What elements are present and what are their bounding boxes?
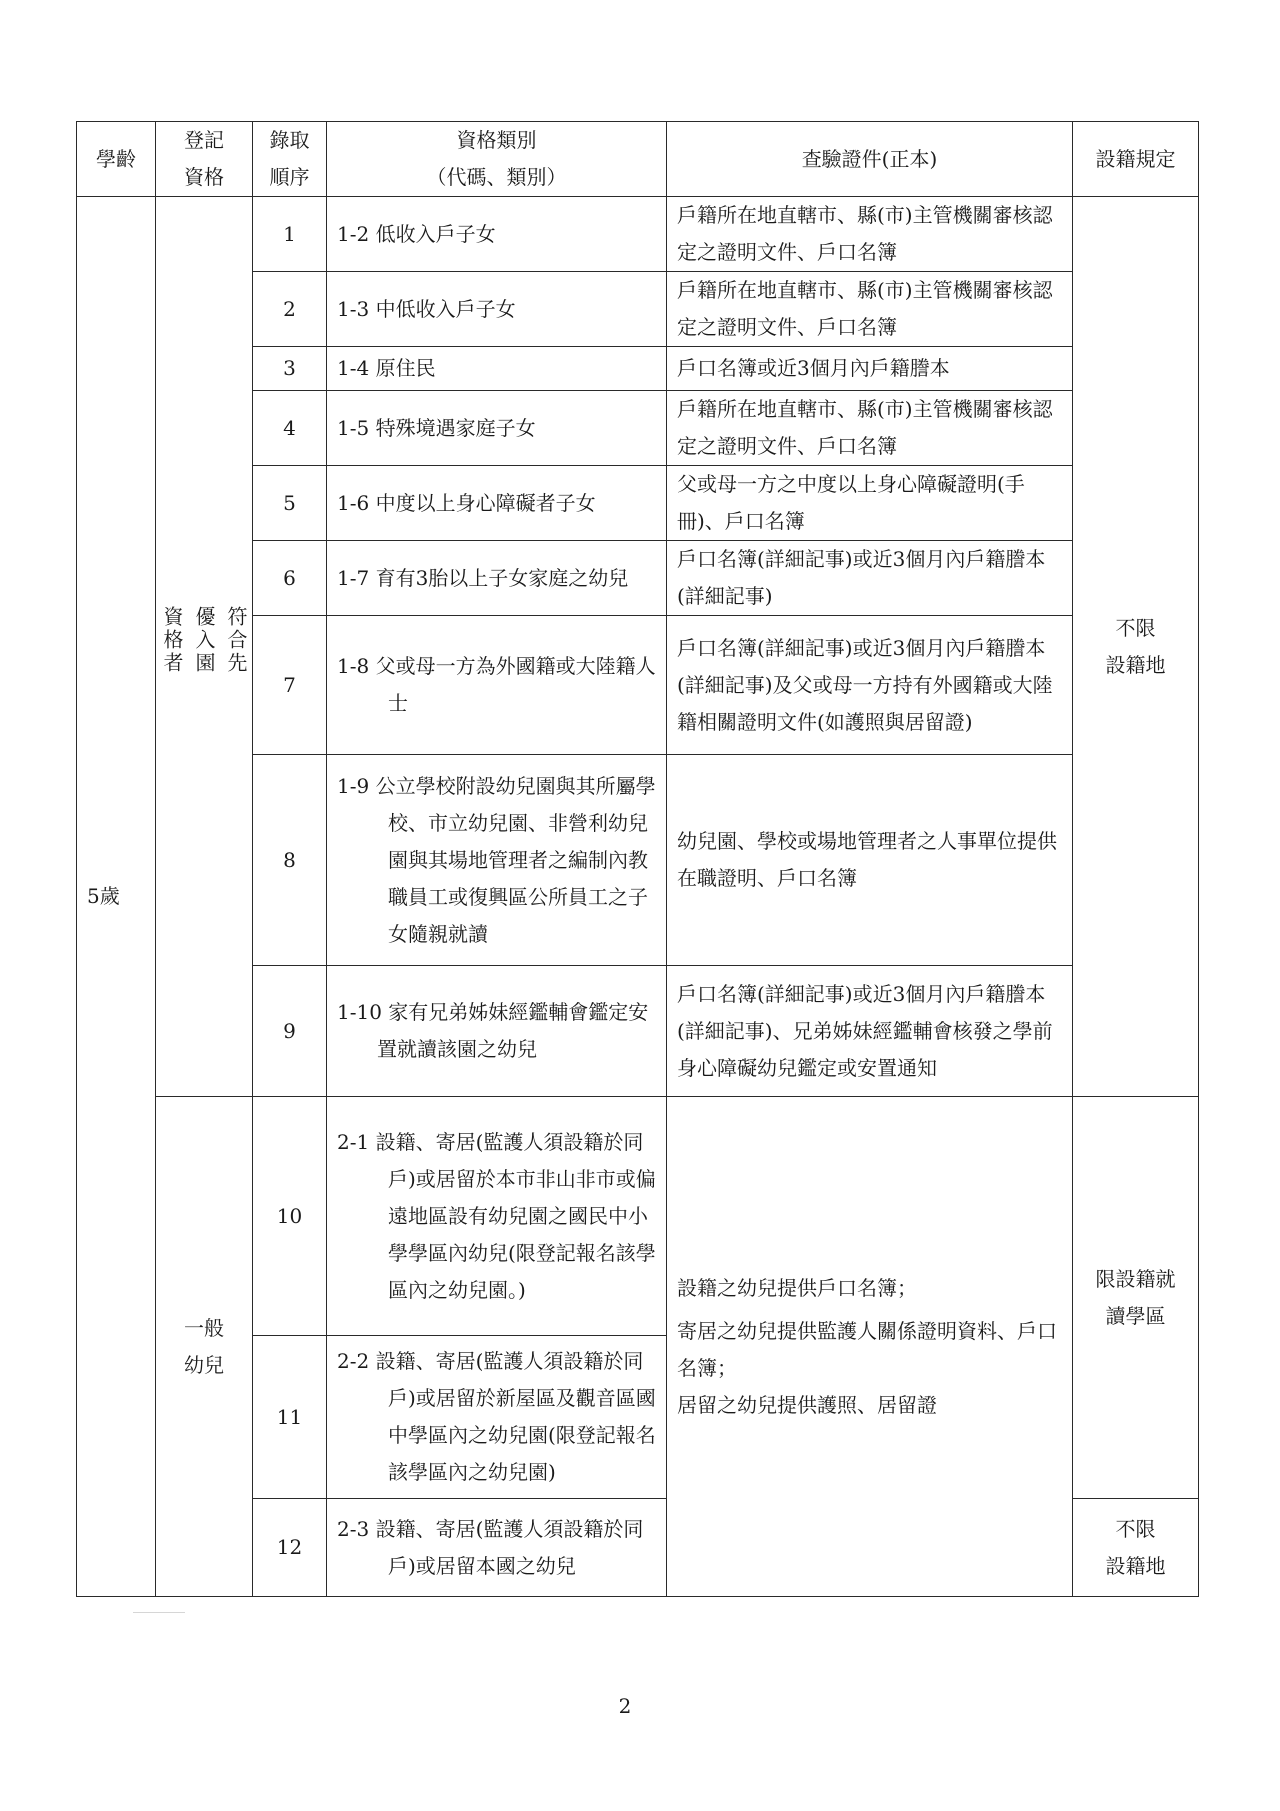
header-registration: 登記 資格 (156, 122, 253, 197)
general-documents-cell (667, 1097, 1073, 1597)
table-row (77, 1097, 1199, 1336)
group-priority (156, 197, 253, 1097)
order-cell: 4 (253, 391, 327, 466)
group-priority-label: 符合先 優入園 資格者 (160, 606, 248, 675)
category-text: 2-2 設籍、寄居(監護人須設籍於同戶)或居留於新屋區及觀音區國中學區內之幼兒園(限登記報名該學區內之幼兒園) (337, 1349, 656, 1484)
category-cell (327, 966, 667, 1097)
category-cell: 1-5 特殊境遇家庭子女 (327, 391, 667, 466)
eligibility-table (76, 121, 1199, 1597)
rule-unrestricted: 不限 設籍地 (1073, 1499, 1199, 1597)
documents-cell: 父或母一方之中度以上身心障礙證明(手冊)、戶口名簿 (667, 466, 1073, 541)
category-cell (327, 541, 667, 616)
order-cell: 11 (253, 1336, 327, 1499)
documents-cell: 戶口名簿(詳細記事)或近3個月內戶籍謄本(詳細記事) (667, 541, 1073, 616)
group-general-label: 一般 幼兒 (184, 1315, 224, 1377)
category-text: 1-10 家有兄弟姊妹經鑑輔會鑑定安置就讀該園之幼兒 (337, 1000, 649, 1061)
header-category: 資格類別 （代碼、類別） (327, 122, 667, 197)
table-row (77, 197, 1199, 272)
group-general (156, 1097, 253, 1597)
category-cell (327, 1336, 667, 1499)
page-number: 2 (618, 1694, 632, 1718)
order-cell: 2 (253, 272, 327, 347)
order-cell: 3 (253, 347, 327, 391)
documents-cell: 戶口名簿(詳細記事)或近3個月內戶籍謄本(詳細記事)、兄弟姊妹經鑑輔會核發之學前身心障礙幼兒鑑定或安置通知 (667, 966, 1073, 1097)
order-cell: 7 (253, 616, 327, 755)
header-row (77, 122, 1199, 197)
order-cell: 9 (253, 966, 327, 1097)
category-cell (327, 755, 667, 966)
category-cell: 1-4 原住民 (327, 347, 667, 391)
general-doc-line: 居留之幼兒提供護照、居留證 (677, 1392, 937, 1417)
header-documents: 查驗證件(正本) (667, 122, 1073, 197)
category-cell (327, 616, 667, 755)
category-cell: 1-2 低收入戶子女 (327, 197, 667, 272)
order-cell: 1 (253, 197, 327, 272)
header-order: 錄取 順序 (253, 122, 327, 197)
order-cell: 6 (253, 541, 327, 616)
header-age: 學齡 (77, 122, 156, 197)
category-cell (327, 1499, 667, 1597)
documents-cell: 戶口名簿或近3個月內戶籍謄本 (667, 347, 1073, 391)
category-text: 1-9 公立學校附設幼兒園與其所屬學校、市立幼兒園、非營利幼兒園與其場地管理者之編制內教職員工或復興區公所員工之子女隨親就讀 (337, 773, 656, 946)
category-text: 1-7 育有3胎以上子女家庭之幼兒 (337, 565, 629, 590)
age-cell: 5歲 (77, 197, 156, 1597)
order-cell: 10 (253, 1097, 327, 1336)
category-cell: 1-6 中度以上身心障礙者子女 (327, 466, 667, 541)
documents-cell: 戶籍所在地直轄市、縣(市)主管機關審核認定之證明文件、戶口名簿 (667, 272, 1073, 347)
category-cell: 1-3 中低收入戶子女 (327, 272, 667, 347)
order-cell: 5 (253, 466, 327, 541)
general-doc-line: 寄居之幼兒提供監護人關係證明資料、戶口名簿； (677, 1318, 1057, 1380)
documents-cell: 戶籍所在地直轄市、縣(市)主管機關審核認定之證明文件、戶口名簿 (667, 391, 1073, 466)
rule-district: 限設籍就 讀學區 (1073, 1097, 1199, 1499)
header-rule: 設籍規定 (1073, 122, 1199, 197)
order-cell: 12 (253, 1499, 327, 1597)
scan-mark (133, 1612, 185, 1613)
order-cell: 8 (253, 755, 327, 966)
documents-cell: 幼兒園、學校或場地管理者之人事單位提供在職證明、戶口名簿 (667, 755, 1073, 966)
category-text: 2-1 設籍、寄居(監護人須設籍於同戶)或居留於本市非山非市或偏遠地區設有幼兒園之國民中小學學區內幼兒(限登記報名該學區內之幼兒園。) (337, 1129, 656, 1302)
category-text: 2-3 設籍、寄居(監護人須設籍於同戶)或居留本國之幼兒 (337, 1516, 644, 1578)
rule-priority: 不限 設籍地 (1073, 197, 1199, 1097)
category-cell (327, 1097, 667, 1336)
documents-cell: 戶籍所在地直轄市、縣(市)主管機關審核認定之證明文件、戶口名簿 (667, 197, 1073, 272)
general-doc-line: 設籍之幼兒提供戶口名簿； (677, 1275, 917, 1300)
category-text: 1-8 父或母一方為外國籍或大陸籍人士 (337, 654, 656, 715)
documents-cell: 戶口名簿(詳細記事)或近3個月內戶籍謄本(詳細記事)及父或母一方持有外國籍或大陸籍相關證明文件(如護照與居留證) (667, 616, 1073, 755)
